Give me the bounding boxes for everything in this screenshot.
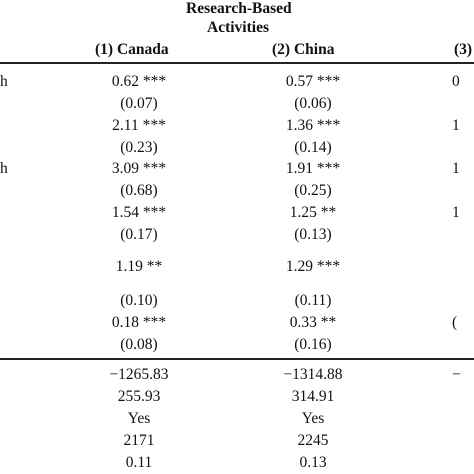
row-label-fragment: h	[0, 160, 8, 177]
table-cell: 0.11	[125, 454, 153, 471]
table-cell: 0.62 ***	[111, 73, 167, 90]
table-cell: (0.16)	[294, 336, 332, 353]
table-cell: 1.29 ***	[285, 258, 341, 275]
table-cell: 1.19 **	[115, 258, 163, 275]
table-cell: (0.06)	[294, 95, 332, 112]
table-cell: Yes	[301, 410, 325, 427]
table-cell: (0.23)	[120, 139, 158, 156]
header-rule	[0, 62, 474, 64]
column-header-china: (2) China	[272, 41, 335, 58]
stats-rule	[0, 358, 474, 360]
group-header-line2: Activities	[207, 19, 269, 36]
column-header-3: (3)	[454, 41, 473, 58]
column-header-canada: (1) Canada	[95, 41, 169, 58]
table-cell: 1.25 **	[289, 204, 337, 221]
table-cell: 1.36 ***	[285, 117, 341, 134]
table-cell: Yes	[127, 410, 151, 427]
table-cell: 2245	[297, 432, 329, 449]
table-cell: 3.09 ***	[111, 160, 167, 177]
group-header-line1: Research-Based	[186, 0, 292, 17]
table-cell: (0.08)	[120, 336, 158, 353]
table-cell: 1.54 ***	[111, 204, 167, 221]
table-cell: (0.07)	[120, 95, 158, 112]
table-cell: 2.11 ***	[112, 117, 166, 134]
table-cell: −1265.83	[109, 366, 169, 383]
table-cell: (0.68)	[120, 182, 158, 199]
table-cell: 1	[452, 117, 460, 134]
table-cell: (0.14)	[294, 139, 332, 156]
table-cell: 255.93	[117, 388, 161, 405]
table-cell: 1	[452, 160, 460, 177]
table-cell: (0.10)	[120, 292, 158, 309]
table-cell: 1.91 ***	[285, 160, 341, 177]
table-cell: 0	[452, 73, 460, 90]
table-cell: 0.33 **	[289, 314, 337, 331]
table-cell: (0.25)	[294, 182, 332, 199]
table-cell: (	[452, 314, 458, 331]
table-cell: 314.91	[291, 388, 335, 405]
table-cell: (0.13)	[294, 226, 332, 243]
table-cell: (0.17)	[120, 226, 158, 243]
table-cell: 1	[452, 204, 460, 221]
row-label-fragment: h	[0, 73, 8, 90]
table-cell: −1314.88	[283, 366, 343, 383]
table-cell: 0.57 ***	[285, 73, 341, 90]
table-cell: −	[452, 366, 461, 383]
table-cell: 0.13	[299, 454, 327, 471]
table-cell: 0.18 ***	[111, 314, 167, 331]
table-cell: (0.11)	[294, 292, 332, 309]
table-cell: 2171	[123, 432, 155, 449]
